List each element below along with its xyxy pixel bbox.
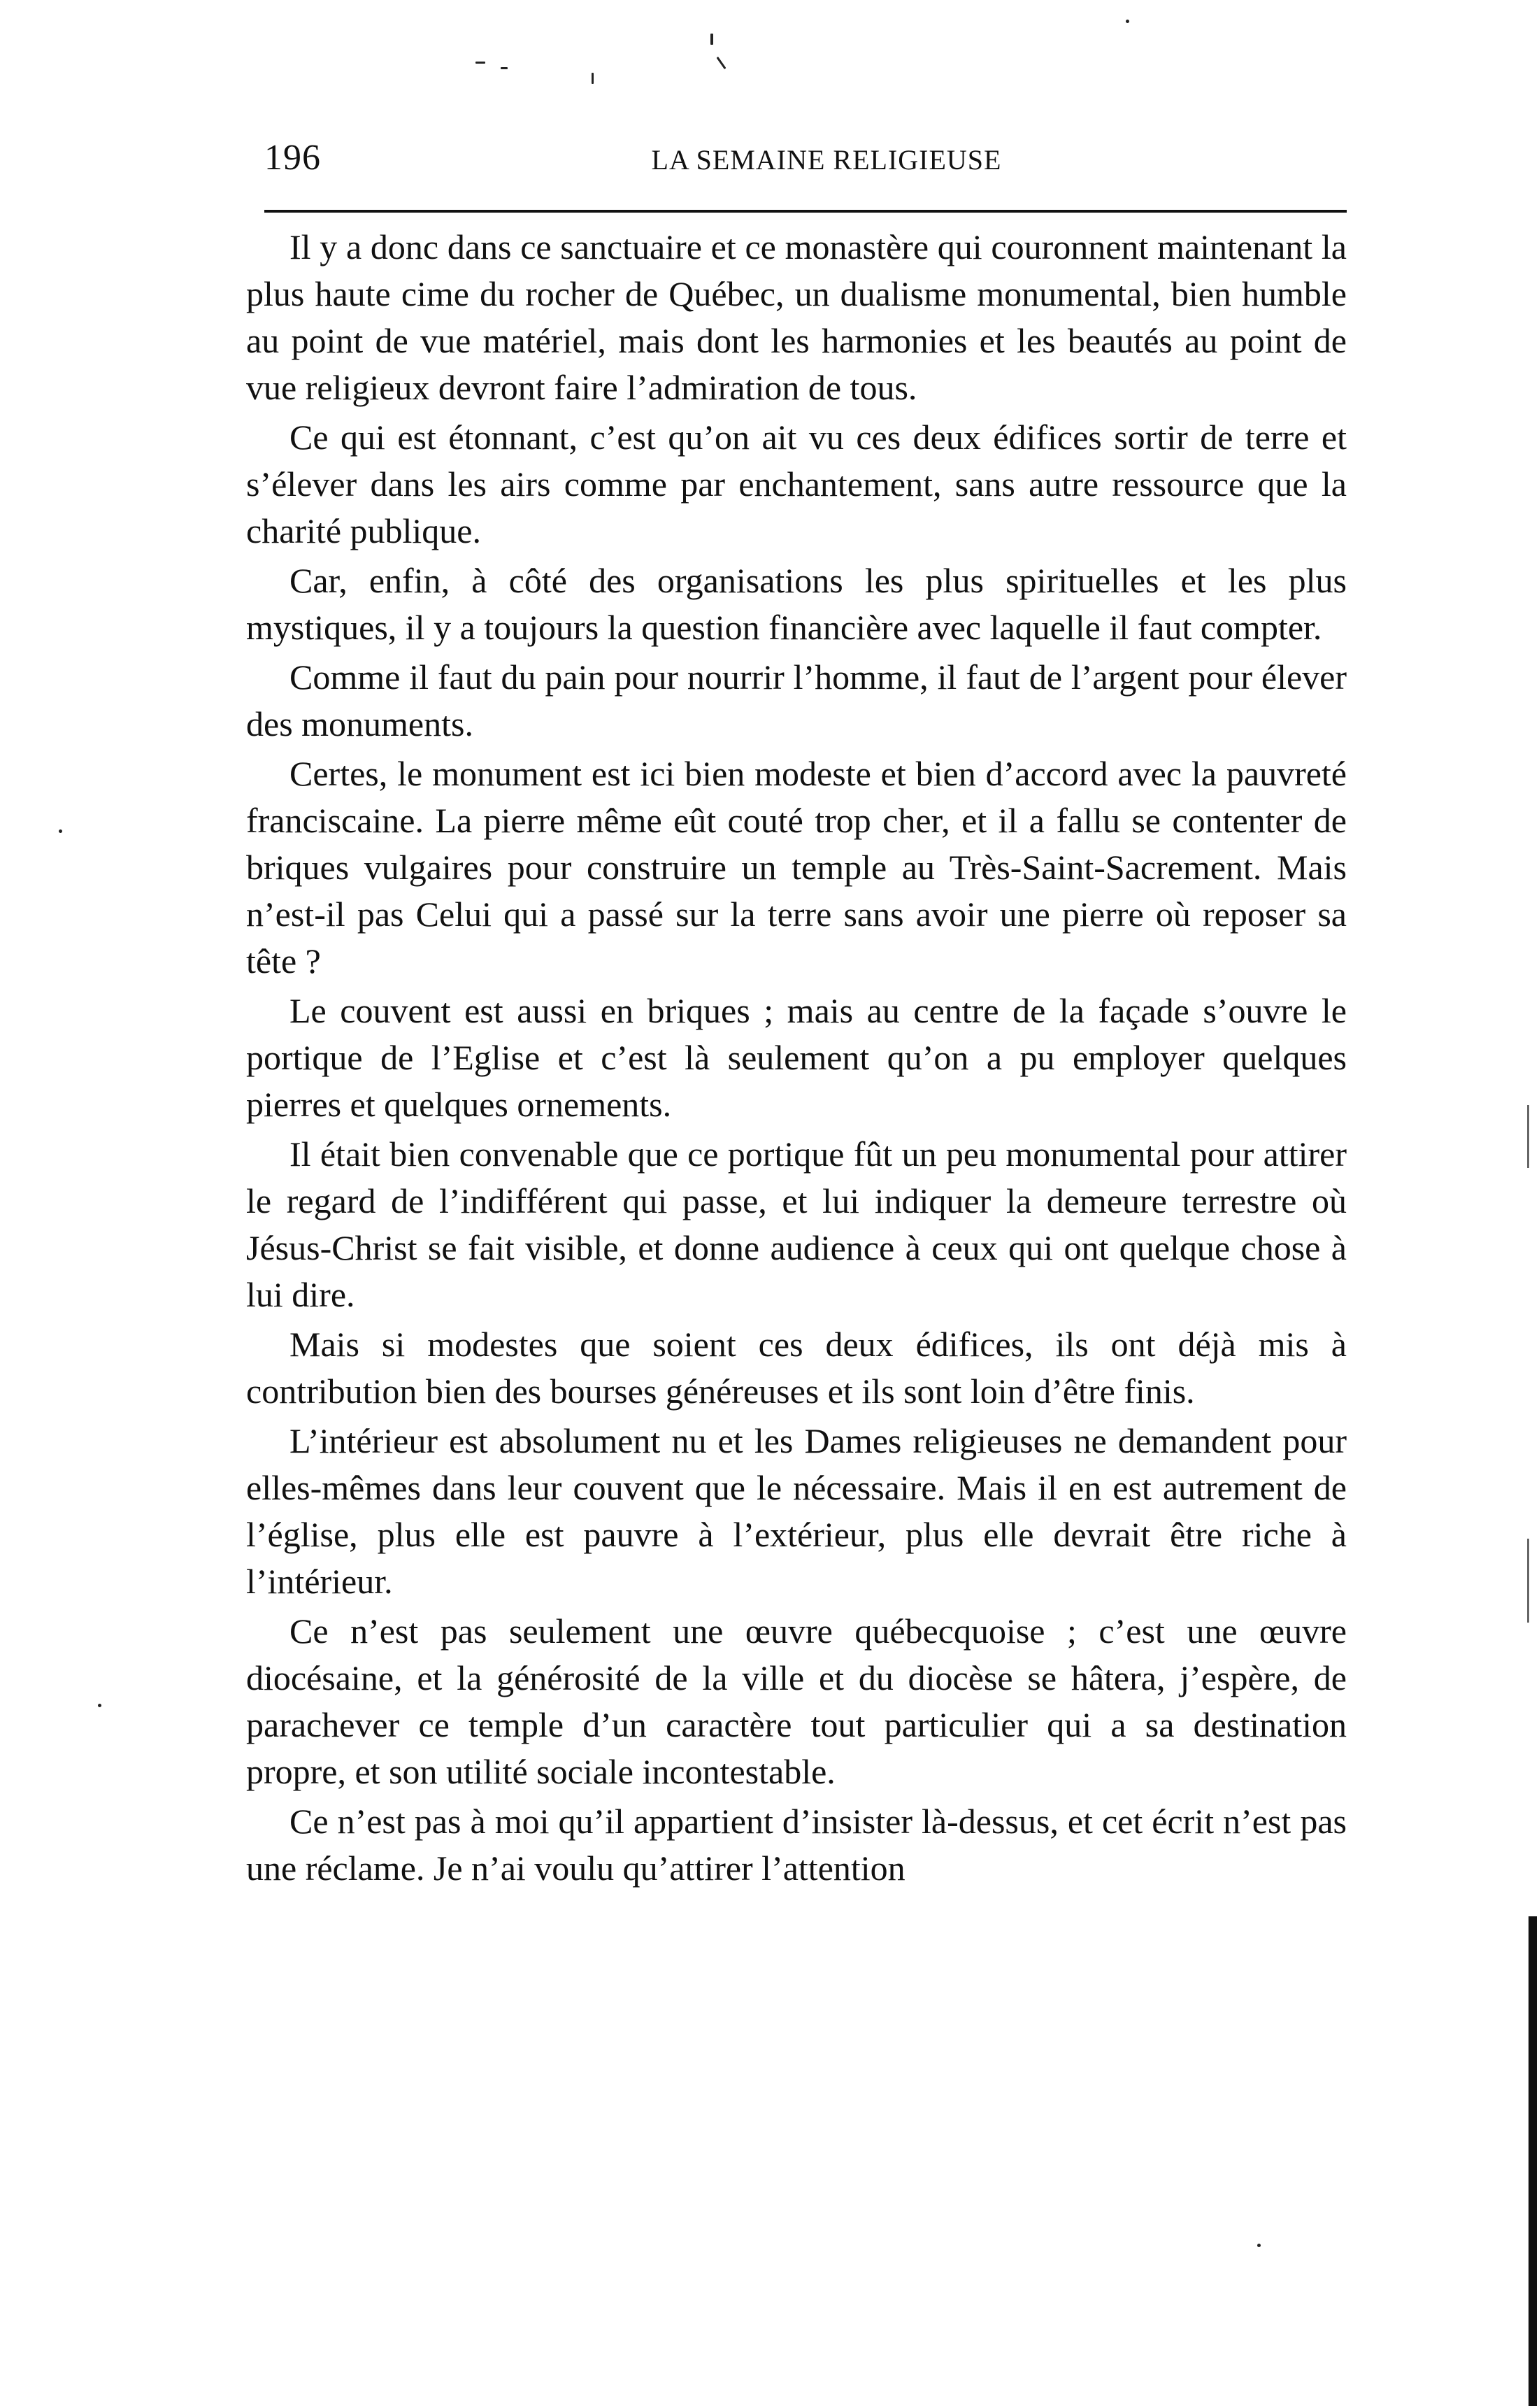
scan-speck [710, 34, 713, 45]
paragraph: Car, enfin, à côté des organisations les plus spirituelles et les plus mystiques, il y a toujours la question financière avec laquelle il faut compter. [246, 561, 1347, 647]
scan-speck [717, 57, 726, 69]
paragraph: Ce qui est étonnant, c’est qu’on ait vu ces deux édifices sortir de terre et s’élever dans les airs comme par enchantement, sans autre ressource que la charité publique. [246, 418, 1347, 550]
scan-speck [592, 73, 594, 84]
scan-speck [98, 1704, 101, 1707]
paragraph: Mais si modestes que soient ces deux édifices, ils ont déjà mis à contribution bien des bourses généreuses et ils sont loin d’être finis. [246, 1325, 1347, 1411]
paragraph: L’intérieur est absolument nu et les Dames religieuses ne demandent pour elles-mêmes dans leur couvent que le nécessaire. Mais il en est autrement de l’église, plus elle est pauvre à l’extérieur, plus elle devrait être riche à l’intérieur. [246, 1421, 1347, 1601]
paragraph: Comme il faut du pain pour nourrir l’homme, il faut de l’argent pour élever des monuments. [246, 657, 1347, 743]
body-text [246, 224, 1347, 1895]
margin-scan-line [1527, 1539, 1529, 1623]
running-title: LA SEMAINE RELIGIEUSE [651, 144, 1002, 176]
scan-speck [501, 67, 508, 69]
scan-speck [1126, 20, 1129, 23]
paragraph: Ce n’est pas à moi qu’il appartient d’insister là-dessus, et cet écrit n’est pas une réclame. Je n’ai voulu qu’attirer l’attention [246, 1802, 1347, 1888]
running-head [264, 137, 1347, 200]
paragraph: Ce n’est pas seulement une œuvre québecquoise ; c’est une œuvre diocésaine, et la générosité de la ville et du diocèse se hâtera, j’espère, de parachever ce temple d’un caractère tout particulier qui a sa destination propre, et son utilité sociale incontestable. [246, 1611, 1347, 1791]
paragraph: Le couvent est aussi en briques ; mais au centre de la façade s’ouvre le portique de l’Eglise et c’est là seulement qu’on a pu employer quelques pierres et quelques ornements. [246, 991, 1347, 1124]
paragraph: Il y a donc dans ce sanctuaire et ce monastère qui couronnent maintenant la plus haute cime du rocher de Québec, un dualisme monumental, bien humble au point de vue matériel, mais dont les harmonies et les beautés au point de vue religieux devront faire l’admiration de tous. [246, 227, 1347, 407]
margin-scan-line [1529, 1916, 1537, 2406]
paragraph: Certes, le monument est ici bien modeste et bien d’accord avec la pauvreté franciscaine. La pierre même eût couté trop cher, et il a fallu se contenter de briques vulgaires pour construire un temple au Très-Saint-Sacrement. Mais n’est-il pas Celui qui a passé sur la terre sans avoir une pierre où reposer sa tête ? [246, 754, 1347, 981]
header-rule [264, 210, 1347, 213]
margin-scan-line [1527, 1105, 1529, 1168]
paragraph: Il était bien convenable que ce portique fût un peu monumental pour attirer le regard de l’indifférent qui passe, et lui indiquer la demeure terrestre où Jésus-Christ se fait visible, et donne audience à ceux qui ont quelque chose à lui dire. [246, 1134, 1347, 1314]
page-number: 196 [264, 138, 321, 178]
scan-speck [1257, 2244, 1261, 2247]
scan-speck [59, 829, 62, 833]
scan-speck [475, 62, 485, 64]
